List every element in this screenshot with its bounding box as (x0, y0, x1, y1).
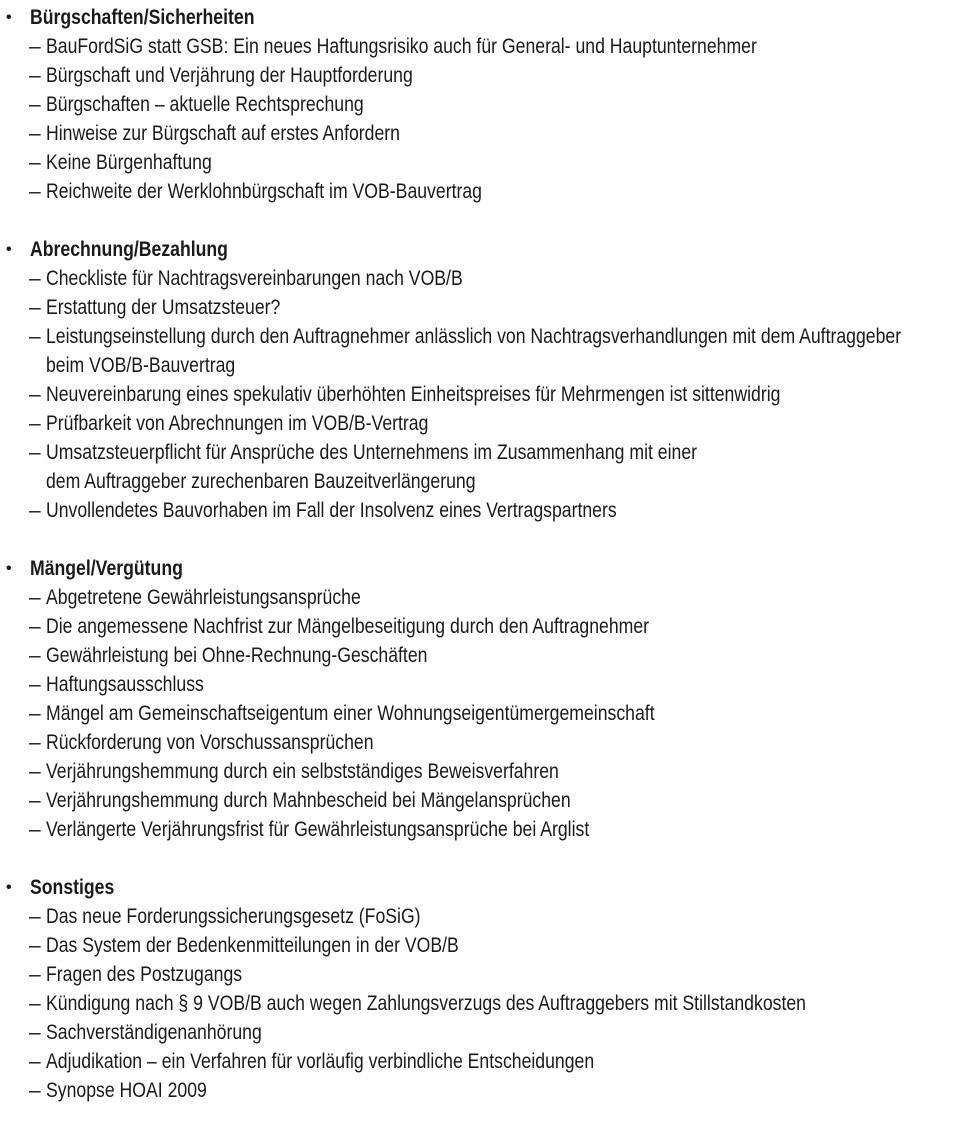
dash-icon: – (29, 151, 41, 174)
list-item-text: Bürgschaft und Verjährung der Hauptforderung (46, 64, 413, 87)
list-item (0, 815, 960, 844)
section (0, 235, 960, 525)
list-item-text: Adjudikation – ein Verfahren für vorläufig verbindliche Entscheidungen (46, 1050, 595, 1073)
list-item (0, 612, 960, 641)
list-item-text: BauFordSiG statt GSB: Ein neues Haftungsrisiko auch für General- und Hauptunternehmer (46, 35, 757, 58)
list-item-text: Bürgschaften – aktuelle Rechtsprechung (46, 93, 364, 116)
dash-icon: – (29, 1021, 41, 1044)
list-item-text: Unvollendetes Bauvorhaben im Fall der Insolvenz eines Vertragspartners (46, 499, 617, 522)
list-item-text: beim VOB/B-Bauvertrag (46, 354, 236, 377)
dash-icon: – (29, 644, 41, 667)
list-item-text: Reichweite der Werklohnbürgschaft im VOB-Bauvertrag (46, 180, 482, 203)
list-item-text: Die angemessene Nachfrist zur Mängelbeseitigung durch den Auftragnehmer (46, 615, 650, 638)
list-item-text: Synopse HOAI 2009 (46, 1079, 207, 1102)
section-heading (0, 873, 960, 902)
section (0, 554, 960, 844)
list-item-text: Das System der Bedenkenmitteilungen in der VOB/B (46, 934, 459, 957)
dash-icon: – (29, 905, 41, 928)
list-item (0, 1047, 960, 1076)
list-item (0, 931, 960, 960)
list-item-continuation (0, 467, 960, 496)
section (0, 873, 960, 1105)
list-item (0, 670, 960, 699)
dash-icon: – (29, 93, 41, 116)
list-item-text: Gewährleistung bei Ohne-Rechnung-Geschäften (46, 644, 428, 667)
dash-icon: – (29, 325, 41, 348)
list-item (0, 728, 960, 757)
list-item (0, 960, 960, 989)
dash-icon: – (29, 731, 41, 754)
list-item (0, 1018, 960, 1047)
list-item (0, 61, 960, 90)
bullet-icon: • (6, 9, 12, 26)
section-heading (0, 554, 960, 583)
list-item-text: Das neue Forderungssicherungsgesetz (FoSiG) (46, 905, 421, 928)
list-item (0, 177, 960, 206)
list-item (0, 496, 960, 525)
section-title: Mängel/Vergütung (30, 557, 183, 580)
list-item-text: Mängel am Gemeinschaftseigentum einer Wohnungseigentümergemeinschaft (46, 702, 655, 725)
list-item-text: Prüfbarkeit von Abrechnungen im VOB/B-Vertrag (46, 412, 429, 435)
dash-icon: – (29, 992, 41, 1015)
dash-icon: – (29, 818, 41, 841)
list-item-text: Checkliste für Nachtragsvereinbarungen nach VOB/B (46, 267, 463, 290)
dash-icon: – (29, 180, 41, 203)
list-item-text: Verjährungshemmung durch Mahnbescheid bei Mängelansprüchen (46, 789, 571, 812)
list-item (0, 148, 960, 177)
section (0, 3, 960, 206)
section-title: Abrechnung/Bezahlung (30, 238, 228, 261)
section-heading (0, 235, 960, 264)
list-item-text: Neuvereinbarung eines spekulativ überhöhten Einheitspreises für Mehrmengen ist sittenwidrig (46, 383, 781, 406)
list-item-text: Keine Bürgenhaftung (46, 151, 212, 174)
dash-icon: – (29, 441, 41, 464)
dash-icon: – (29, 934, 41, 957)
list-item (0, 264, 960, 293)
list-item (0, 583, 960, 612)
list-item-continuation (0, 351, 960, 380)
bullet-icon: • (6, 879, 12, 896)
list-item (0, 786, 960, 815)
dash-icon: – (29, 499, 41, 522)
list-item (0, 380, 960, 409)
list-item-text: Rückforderung von Vorschussansprüchen (46, 731, 374, 754)
dash-icon: – (29, 122, 41, 145)
list-item (0, 119, 960, 148)
list-item-text: Verlängerte Verjährungsfrist für Gewährleistungsansprüche bei Arglist (46, 818, 590, 841)
list-item (0, 699, 960, 728)
list-item-text: Leistungseinstellung durch den Auftragnehmer anlässlich von Nachtragsverhandlungen mit dem Auftraggeber (46, 325, 902, 348)
list-item-text: Umsatzsteuerpflicht für Ansprüche des Unternehmens im Zusammenhang mit einer (46, 441, 698, 464)
dash-icon: – (29, 412, 41, 435)
list-item (0, 90, 960, 119)
dash-icon: – (29, 673, 41, 696)
list-item-text: Haftungsausschluss (46, 673, 204, 696)
dash-icon: – (29, 586, 41, 609)
list-item (0, 902, 960, 931)
list-item (0, 641, 960, 670)
list-item-text: Fragen des Postzugangs (46, 963, 243, 986)
section-title: Bürgschaften/Sicherheiten (30, 6, 255, 29)
dash-icon: – (29, 296, 41, 319)
bullet-icon: • (6, 241, 12, 258)
dash-icon: – (29, 1079, 41, 1102)
bullet-icon: • (6, 560, 12, 577)
list-item-text: Abgetretene Gewährleistungsansprüche (46, 586, 361, 609)
dash-icon: – (29, 64, 41, 87)
dash-icon: – (29, 760, 41, 783)
list-item (0, 322, 960, 351)
dash-icon: – (29, 702, 41, 725)
list-item-text: Kündigung nach § 9 VOB/B auch wegen Zahlungsverzugs des Auftraggebers mit Stillstandkosten (46, 992, 806, 1015)
list-item-text: Verjährungshemmung durch ein selbstständiges Beweisverfahren (46, 760, 559, 783)
dash-icon: – (29, 267, 41, 290)
list-item-text: Erstattung der Umsatzsteuer? (46, 296, 281, 319)
dash-icon: – (29, 615, 41, 638)
dash-icon: – (29, 35, 41, 58)
list-item (0, 293, 960, 322)
list-item (0, 438, 960, 467)
list-item-text: dem Auftraggeber zurechenbaren Bauzeitverlängerung (46, 470, 476, 493)
section-heading (0, 3, 960, 32)
list-item (0, 32, 960, 61)
dash-icon: – (29, 963, 41, 986)
list-item (0, 989, 960, 1018)
list-item (0, 757, 960, 786)
dash-icon: – (29, 383, 41, 406)
list-item (0, 409, 960, 438)
dash-icon: – (29, 1050, 41, 1073)
section-title: Sonstiges (30, 876, 115, 899)
list-item (0, 1076, 960, 1105)
dash-icon: – (29, 789, 41, 812)
list-item-text: Sachverständigenanhörung (46, 1021, 262, 1044)
list-item-text: Hinweise zur Bürgschaft auf erstes Anfordern (46, 122, 400, 145)
